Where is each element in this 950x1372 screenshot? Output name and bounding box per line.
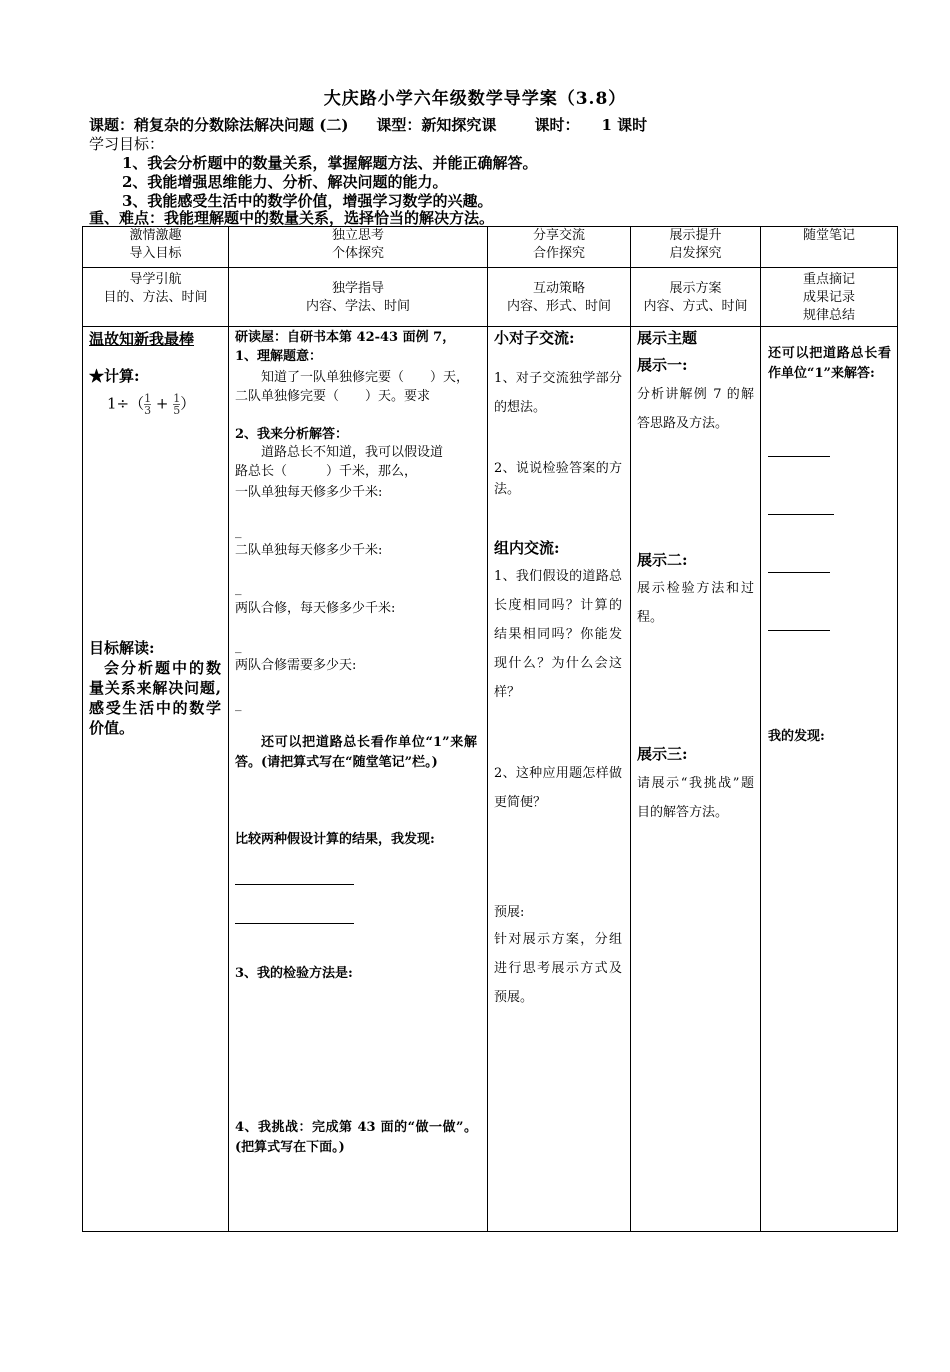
show-three-text: 请展示“我挑战”题目的解答方法。 bbox=[637, 776, 754, 820]
step2-title: 2、我来分析解答： bbox=[235, 427, 349, 442]
pair-exchange-title: 小对子交流: bbox=[494, 329, 575, 347]
fraction-one-fifth: $\frac{1}{5}$ bbox=[173, 392, 181, 417]
hours-label: 课时： bbox=[534, 116, 580, 134]
preview-text: 针对展示方案，分组进行思考展示方式及预展。 bbox=[494, 932, 622, 1005]
question-combined-daily: 两队合修，每天修多少千米: bbox=[235, 601, 396, 616]
head1-col1: 激情激趣 导入目标 bbox=[83, 227, 229, 268]
answer-blank-4: _ bbox=[235, 697, 242, 712]
head2-col3: 互动策略 内容、形式、时间 bbox=[488, 268, 631, 327]
step2-line2: 路总长（ ）千米，那么， bbox=[235, 464, 418, 479]
head2-col5: 重点摘记 成果记录 规律总结 bbox=[761, 268, 898, 327]
head2-col4: 展示方案 内容、方式、时间 bbox=[631, 268, 761, 327]
calc-expression: 1÷（ $\frac{1}{3}$ + $\frac{1}{5}$ ） bbox=[107, 392, 196, 417]
goal-interpret-label: 目标解读: bbox=[89, 639, 155, 657]
step1-line1: 知道了一队单独修完要（ ）天， bbox=[261, 370, 470, 385]
goal-3: 3、我能感受生活中的数学价值，增强学习数学的兴趣。 bbox=[122, 192, 493, 210]
answer-blank-1: _ bbox=[235, 524, 242, 539]
my-finding-label: 我的发现: bbox=[768, 729, 825, 744]
group-item-1: 1、我们假设的道路总长度相同吗？计算的结果相同吗？你能发现什么？为什么会这样？ bbox=[494, 569, 622, 700]
preview-title: 预展: bbox=[494, 905, 525, 920]
fraction-one-third: $\frac{1}{3}$ bbox=[144, 392, 152, 417]
note-line-4[interactable] bbox=[768, 630, 830, 631]
head2-col2: 独学指导 内容、学法、时间 bbox=[229, 268, 488, 327]
step1-line2: 二队单独修完要（ ）天。要求 bbox=[235, 389, 431, 404]
pair-item-2: 2、说说检验答案的方法。 bbox=[494, 461, 622, 497]
note-line-2[interactable] bbox=[768, 514, 834, 515]
topic-label: 课题：稍复杂的分数除法解决问题 (二) bbox=[89, 116, 349, 134]
compare-prompt: 比较两种假设计算的结果，我发现: bbox=[235, 832, 435, 847]
table-body-row bbox=[83, 327, 898, 1232]
table-header-row-1 bbox=[83, 227, 898, 268]
head1-col3: 分享交流 合作探究 bbox=[488, 227, 631, 268]
question-team1: 一队单独每天修多少千米: bbox=[235, 485, 383, 500]
step2-line1: 道路总长不知道，我可以假设道 bbox=[261, 445, 444, 460]
body-col2 bbox=[229, 327, 488, 1232]
body-col5 bbox=[761, 327, 898, 1232]
head1-col4: 展示提升 启发探究 bbox=[631, 227, 761, 268]
type-label: 课型：新知探究课 bbox=[376, 116, 497, 134]
show-topic-title: 展示主题 bbox=[637, 329, 698, 347]
write-line-1[interactable] bbox=[235, 884, 354, 885]
table-header-row-2 bbox=[83, 268, 898, 327]
goal-1: 1、我会分析题中的数量关系，掌握解题方法、并能正确解答。 bbox=[122, 154, 538, 172]
show-three-title: 展示三: bbox=[637, 745, 688, 763]
step4-challenge: 4、我挑战：完成第 43 面的“做一做”。(把算式写在下面。) bbox=[235, 1120, 477, 1155]
page-title: 大庆路小学六年级数学导学案（3.8） bbox=[323, 89, 627, 109]
step3-title: 3、我的检验方法是: bbox=[235, 966, 353, 981]
group-exchange-title: 组内交流: bbox=[494, 539, 560, 557]
notes-unit-one: 还可以把道路总长看作单位“1”来解答: bbox=[768, 346, 891, 381]
review-heading: 温故知新我最棒 bbox=[89, 330, 195, 348]
goal-interpret-text: 会分析题中的数量关系来解决问题,感受生活中的数学价值。 bbox=[89, 659, 221, 737]
key-points: 重、难点：我能理解题中的数量关系，选择恰当的解决方法。 bbox=[89, 209, 495, 227]
head1-col2: 独立思考 个体探究 bbox=[229, 227, 488, 268]
goals-label: 学习目标： bbox=[89, 135, 165, 153]
study-intro: 研读屋：自研书本第 42-43 面例 7， bbox=[235, 330, 456, 345]
show-one-text: 分析讲解例 7 的解答思路及方法。 bbox=[637, 387, 754, 431]
lesson-table bbox=[82, 226, 898, 1232]
pair-item-1: 1、对子交流独学部分的想法。 bbox=[494, 371, 622, 415]
hours-value: 1 课时 bbox=[601, 116, 648, 134]
show-two-text: 展示检验方法和过程。 bbox=[637, 581, 754, 625]
write-line-2[interactable] bbox=[235, 923, 354, 924]
answer-blank-2: _ bbox=[235, 581, 242, 596]
note-line-3[interactable] bbox=[768, 572, 830, 573]
step1-title: 1、理解题意： bbox=[235, 349, 323, 364]
question-team2: 二队单独每天修多少千米: bbox=[235, 543, 383, 558]
note-line-1[interactable] bbox=[768, 456, 830, 457]
show-one-title: 展示一: bbox=[637, 356, 688, 374]
head2-col1: 导学引航 目的、方法、时间 bbox=[83, 268, 229, 327]
body-col3 bbox=[488, 327, 631, 1232]
question-combined-days: 两队合修需要多少天: bbox=[235, 658, 357, 673]
head1-col5: 随堂笔记 bbox=[761, 227, 898, 268]
calc-label: ★计算: bbox=[89, 367, 140, 385]
topic-line bbox=[89, 116, 647, 135]
answer-blank-3: _ bbox=[235, 639, 242, 654]
show-two-title: 展示二: bbox=[637, 551, 688, 569]
body-col4 bbox=[631, 327, 761, 1232]
unit-one-note: 还可以把道路总长看作单位“1”来解答。(请把算式写在“随堂笔记”栏。) bbox=[235, 735, 477, 770]
group-item-2: 2、这种应用题怎样做更简便？ bbox=[494, 766, 622, 810]
goal-2: 2、我能增强思维能力、分析、解决问题的能力。 bbox=[122, 173, 448, 191]
body-col1 bbox=[83, 327, 229, 1232]
